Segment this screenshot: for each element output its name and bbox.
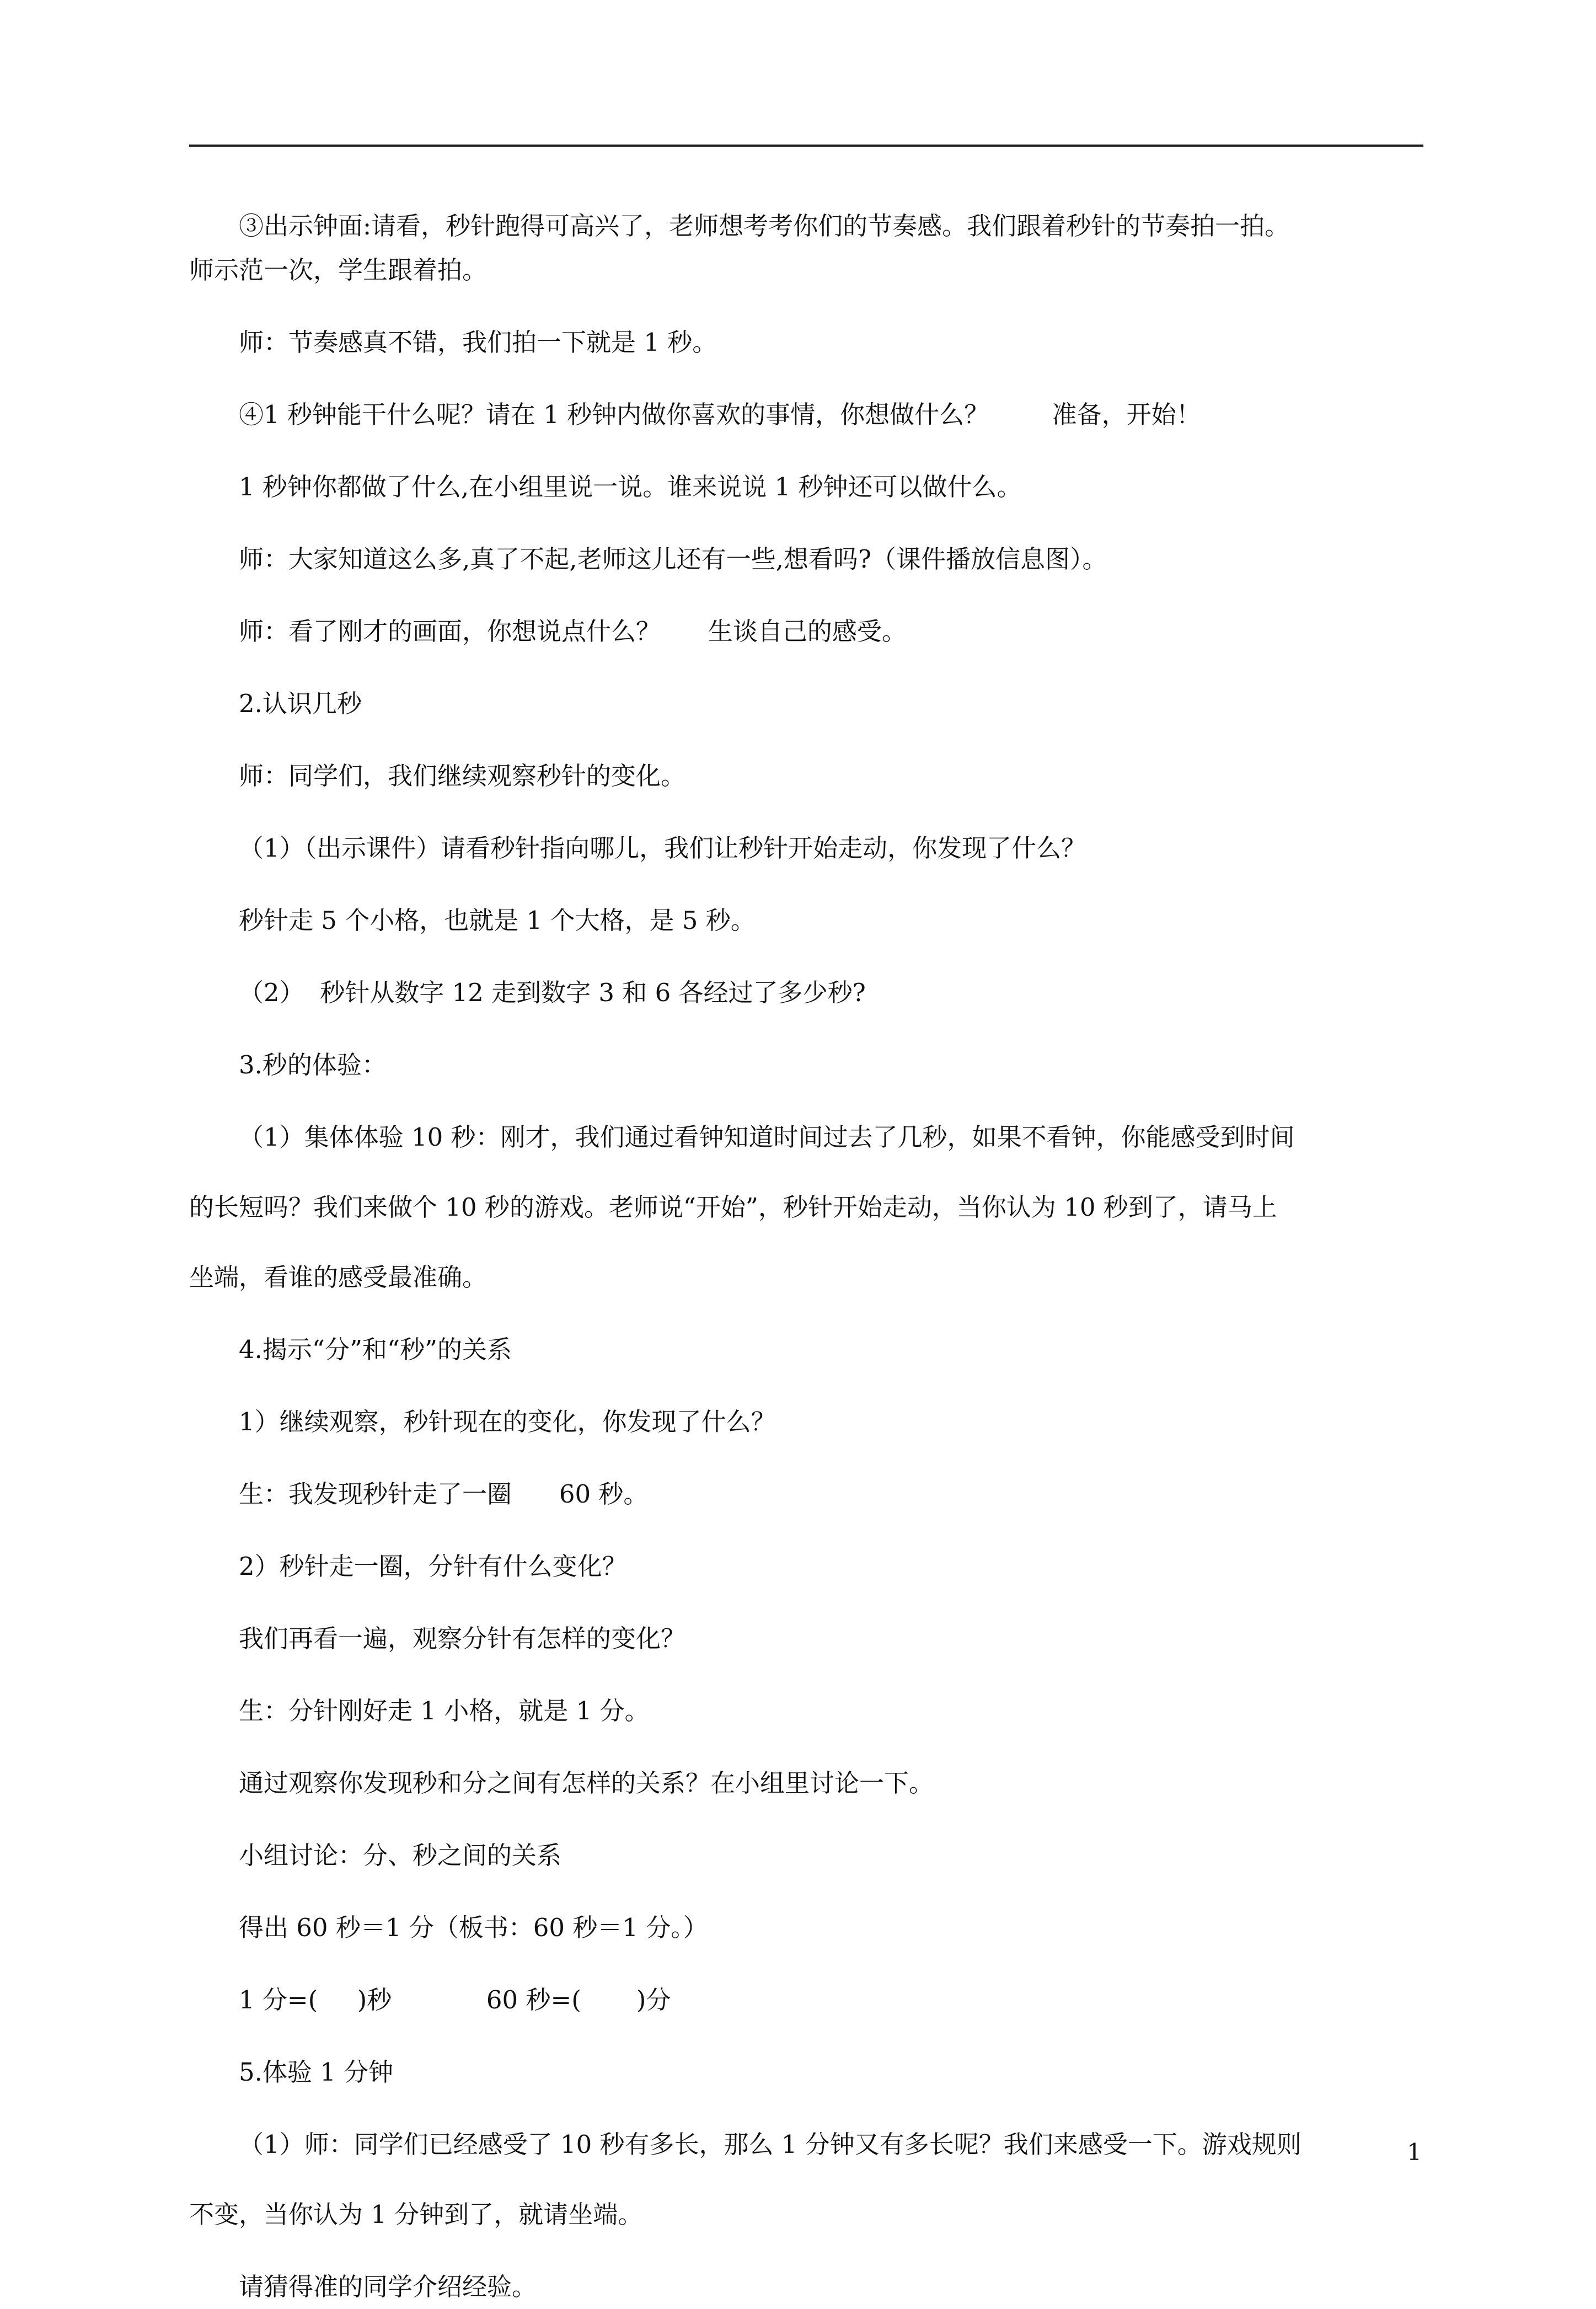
paragraph-line: 2）秒针走一圈，分针有什么变化？ — [239, 1552, 627, 1581]
paragraph-line: 坐端，看谁的感受最准确。 — [189, 1263, 488, 1292]
paragraph-line: 得出 60 秒＝1 分（板书：60 秒＝1 分。） — [239, 1913, 708, 1942]
paragraph-line: 的长短吗？我们来做个 10 秒的游戏。老师说“开始”，秒针开始走动，当你认为 10 秒到了，请马上 — [189, 1193, 1277, 1222]
section-heading: 5.体验 1 分钟 — [239, 2057, 394, 2087]
paragraph-line: 生：我发现秒针走了一圈 60 秒。 — [239, 1479, 649, 1509]
paragraph-line: 师：看了刚才的画面，你想说点什么？ 生谈自己的感受。 — [239, 617, 907, 646]
header-rule — [189, 145, 1423, 147]
paragraph-line: 小组讨论：分、秒之间的关系 — [239, 1841, 562, 1870]
section-heading: 2.认识几秒 — [239, 689, 362, 718]
paragraph-line: 师：同学们，我们继续观察秒针的变化。 — [239, 761, 686, 790]
paragraph-line: 秒针走 5 个小格，也就是 1 个大格，是 5 秒。 — [239, 906, 756, 935]
fill-in-blank-exercise: 1 分=( )秒 60 秒=( )分 — [239, 1985, 671, 2014]
section-heading: 3.秒的体验： — [239, 1050, 387, 1079]
paragraph-line: （1）师：同学们已经感受了 10 秒有多长，那么 1 分钟又有多长呢？我们来感受一下。游戏规则 — [239, 2130, 1302, 2159]
document-body — [189, 204, 1423, 2309]
paragraph-line: 1 秒钟你都做了什么,在小组里说一说。谁来说说 1 秒钟还可以做什么。 — [239, 472, 1022, 501]
paragraph-line: （1）（出示课件）请看秒针指向哪儿，我们让秒针开始走动，你发现了什么？ — [239, 833, 1086, 863]
paragraph-line: 通过观察你发现秒和分之间有怎样的关系？在小组里讨论一下。 — [239, 1768, 934, 1798]
section-heading: 4.揭示“分”和“秒”的关系 — [239, 1335, 512, 1364]
paragraph-line: 1）继续观察，秒针现在的变化，你发现了什么？ — [239, 1407, 776, 1436]
paragraph-line: ④1 秒钟能干什么呢？请在 1 秒钟内做你喜欢的事情，你想做什么？ 准备，开始！ — [239, 400, 1201, 429]
paragraph-line: 师示范一次，学生跟着拍。 — [189, 255, 488, 285]
paragraph-line: 我们再看一遍，观察分针有怎样的变化？ — [239, 1624, 686, 1653]
paragraph-line: 师：节奏感真不错，我们拍一下就是 1 秒。 — [239, 328, 717, 357]
paragraph-line: 生：分针刚好走 1 小格，就是 1 分。 — [239, 1696, 650, 1725]
paragraph-line: 师：大家知道这么多,真了不起,老师这儿还有一些,想看吗?（课件播放信息图）。 — [239, 544, 1107, 574]
paragraph-line: 请猜得准的同学介绍经验。 — [239, 2272, 537, 2301]
paragraph-line: ③出示钟面:请看，秒针跑得可高兴了，老师想考考你们的节奏感。我们跟着秒针的节奏拍一拍。 — [239, 211, 1290, 240]
paragraph-line: （2） 秒针从数字 12 走到数字 3 和 6 各经过了多少秒? — [239, 978, 866, 1007]
page-number: 1 — [1407, 2139, 1422, 2166]
paragraph-line: 不变，当你认为 1 分钟到了，就请坐端。 — [189, 2200, 643, 2229]
paragraph-line: （1）集体体验 10 秒：刚才，我们通过看钟知道时间过去了几秒，如果不看钟，你能感受到时间 — [239, 1123, 1295, 1152]
